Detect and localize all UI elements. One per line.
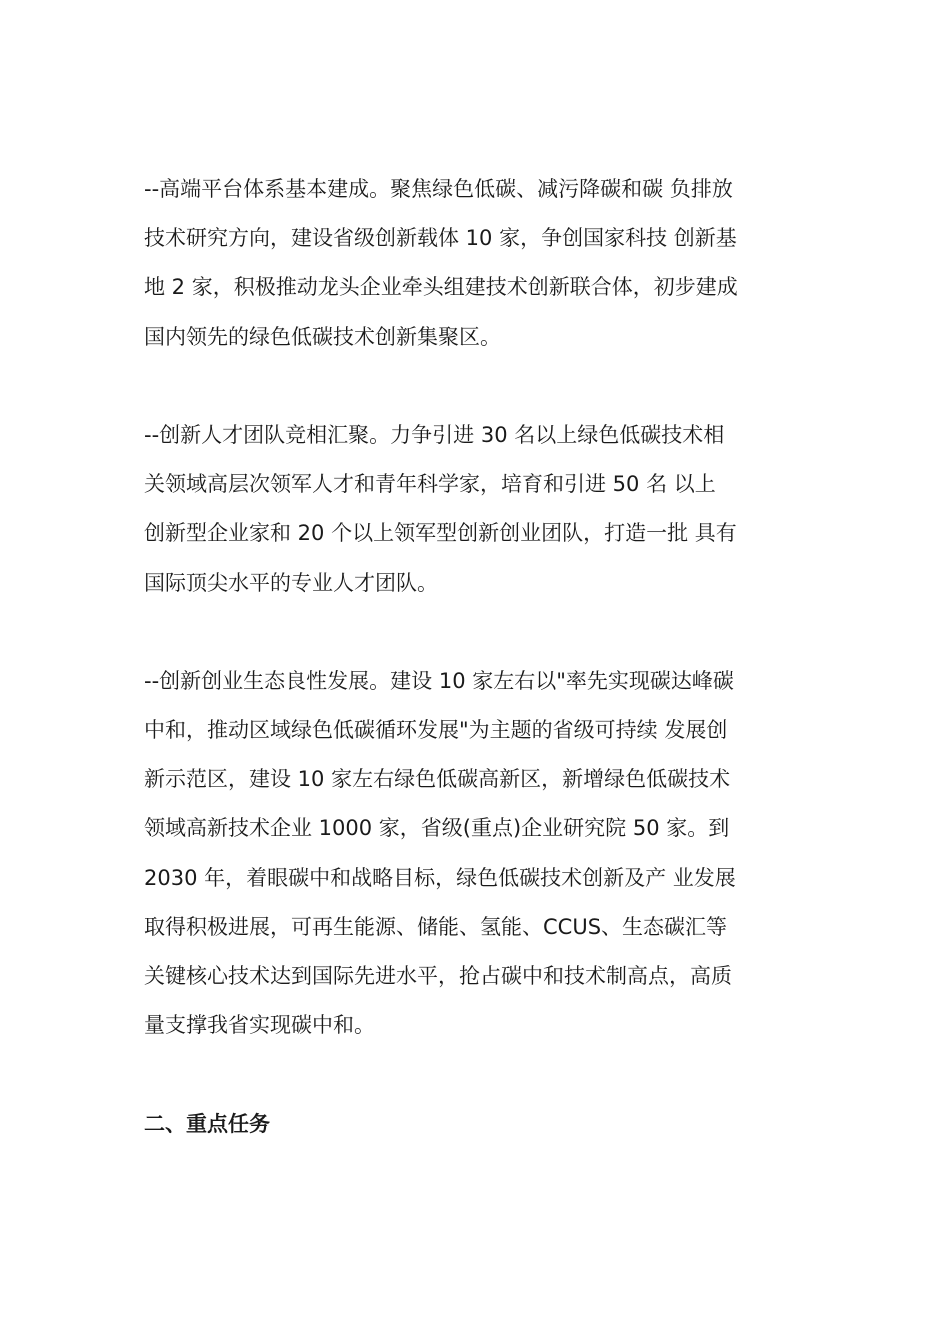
paragraph-talent-teams (144, 411, 808, 608)
paragraph-innovation-ecosystem (144, 657, 808, 1051)
paragraph-line: 2030 年，着眼碳中和战略目标，绿色低碳技术创新及产 业发展 (144, 865, 736, 890)
paragraph-line: --创新人才团队竞相汇聚。力争引进 30 名以上绿色低碳技术相 (144, 422, 725, 447)
paragraph-line: 技术研究方向，建设省级创新载体 10 家，争创国家科技 创新基 (144, 226, 737, 251)
document-body (144, 165, 808, 1149)
paragraph-line: 领域高新技术企业 1000 家，省级(重点)企业研究院 50 家。到 (144, 816, 730, 841)
paragraph-line: 国内领先的绿色低碳技术创新集聚区。 (144, 324, 501, 349)
paragraph-line: 中和，推动区域绿色低碳循环发展"为主题的省级可持续 发展创 (144, 718, 728, 743)
paragraph-line: --高端平台体系基本建成。聚焦绿色低碳、减污降碳和碳 负排放 (144, 177, 733, 201)
paragraph-gap (144, 362, 808, 411)
paragraph-line: 国际顶尖水平的专业人才团队。 (144, 570, 438, 595)
paragraph-line: 量支撑我省实现碳中和。 (144, 1013, 375, 1038)
paragraph-line: 地 2 家，积极推动龙头企业牵头组建技术创新联合体，初步建成 (144, 275, 738, 300)
paragraph-gap (144, 608, 808, 657)
paragraph-platform-system (144, 165, 808, 362)
paragraph-line: 关键核心技术达到国际先进水平，抢占碳中和技术制高点，高质 (144, 964, 732, 988)
paragraph-line: --创新创业生态良性发展。建设 10 家左右以"率先实现碳达峰碳 (144, 668, 734, 693)
paragraph-line: 关领域高层次领军人才和青年科学家，培育和引进 50 名 以上 (144, 472, 716, 497)
paragraph-line: 取得积极进展，可再生能源、储能、氢能、CCUS、生态碳汇等 (144, 914, 728, 939)
paragraph-gap (144, 1050, 808, 1099)
section-heading: 二、重点任务 (144, 1111, 270, 1136)
paragraph-line: 新示范区，建设 10 家左右绿色低碳高新区，新增绿色低碳技术 (144, 767, 731, 792)
paragraph-line: 创新型企业家和 20 个以上领军型创新创业团队，打造一批 具有 (144, 521, 737, 546)
